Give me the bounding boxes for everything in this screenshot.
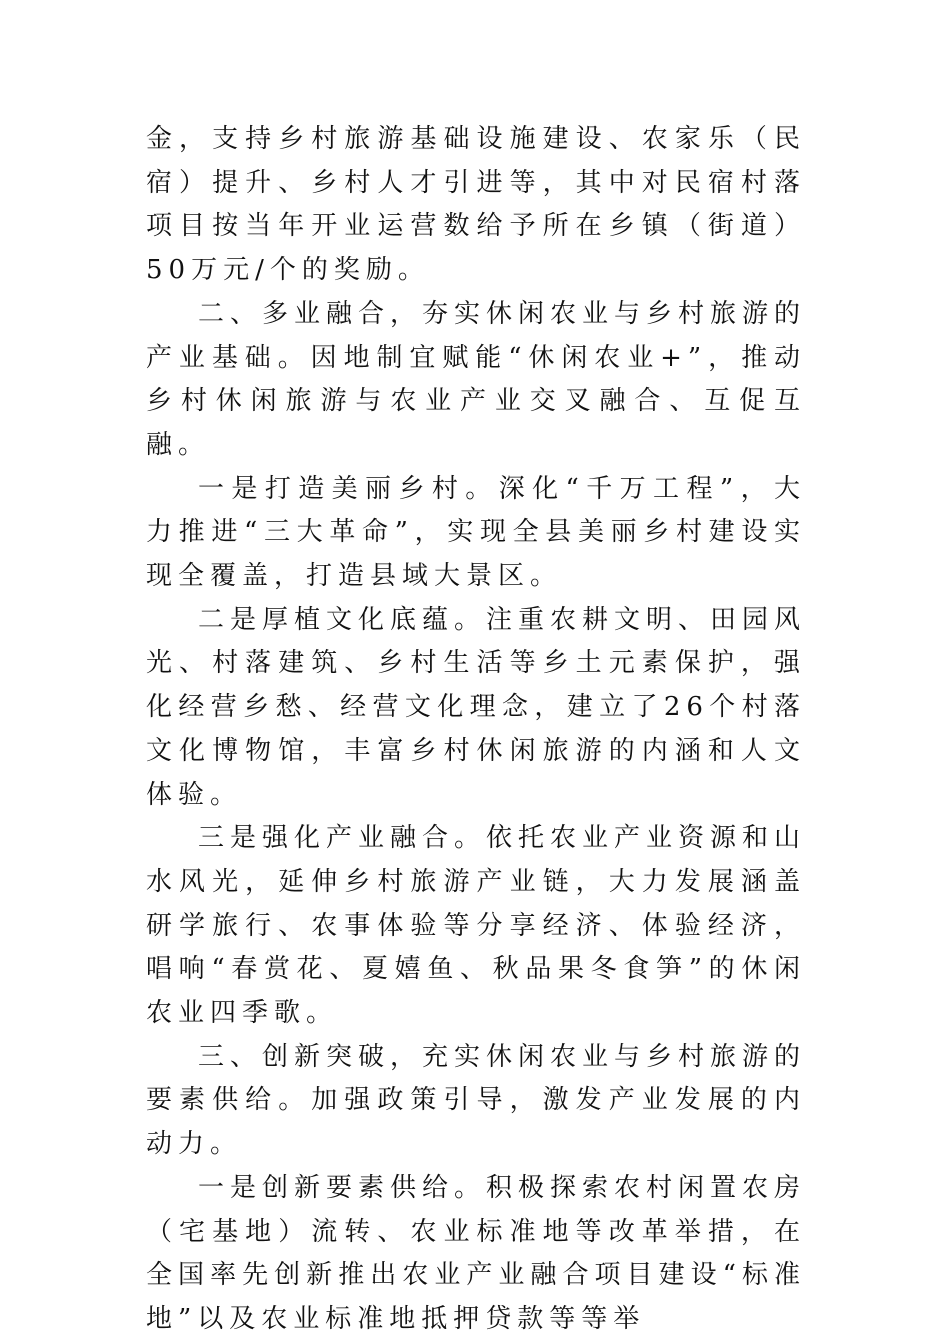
document-body (146, 118, 806, 1342)
paragraph-3: 一是打造美丽乡村。深化“千万工程”，大力推进“三大革命”，实现全县美丽乡村建设实现全覆盖，打造县域大景区。 (146, 473, 806, 592)
paragraph-2: 二、多业融合，夯实休闲农业与乡村旅游的产业基础。因地制宜赋能“休闲农业+”，推动乡村休闲旅游与农业产业交叉融合、互促互融。 (146, 298, 807, 460)
paragraph-4: 二是厚植文化底蕴。注重农耕文明、田园风光、村落建筑、乡村生活等乡土元素保护，强化经营乡愁、经营文化理念，建立了26个村落文化博物馆，丰富乡村休闲旅游的内涵和人文体验。 (146, 604, 807, 810)
paragraph-5: 三是强化产业融合。依托农业产业资源和山水风光，延伸乡村旅游产业链，大力发展涵盖研学旅行、农事体验等分享经济、体验经济，唱响“春赏花、夏嬉鱼、秋品果冬食笋”的休闲农业四季歌。 (146, 823, 807, 1029)
paragraph-7: 一是创新要素供给。积极探索农村闲置农房（宅基地）流转、农业标准地等改革举措，在全国率先创新推出农业产业融合项目建设“标准地”以及农业标准地抵押贷款等等举 (146, 1172, 807, 1334)
paragraph-6: 三、创新突破，充实休闲农业与乡村旅游的要素供给。加强政策引导，激发产业发展的内动力。 (146, 1041, 807, 1160)
paragraph-1: 金，支持乡村旅游基础设施建设、农家乐（民宿）提升、乡村人才引进等，其中对民宿村落项目按当年开业运营数给予所在乡镇（街道）50万元/个的奖励。 (146, 124, 806, 286)
